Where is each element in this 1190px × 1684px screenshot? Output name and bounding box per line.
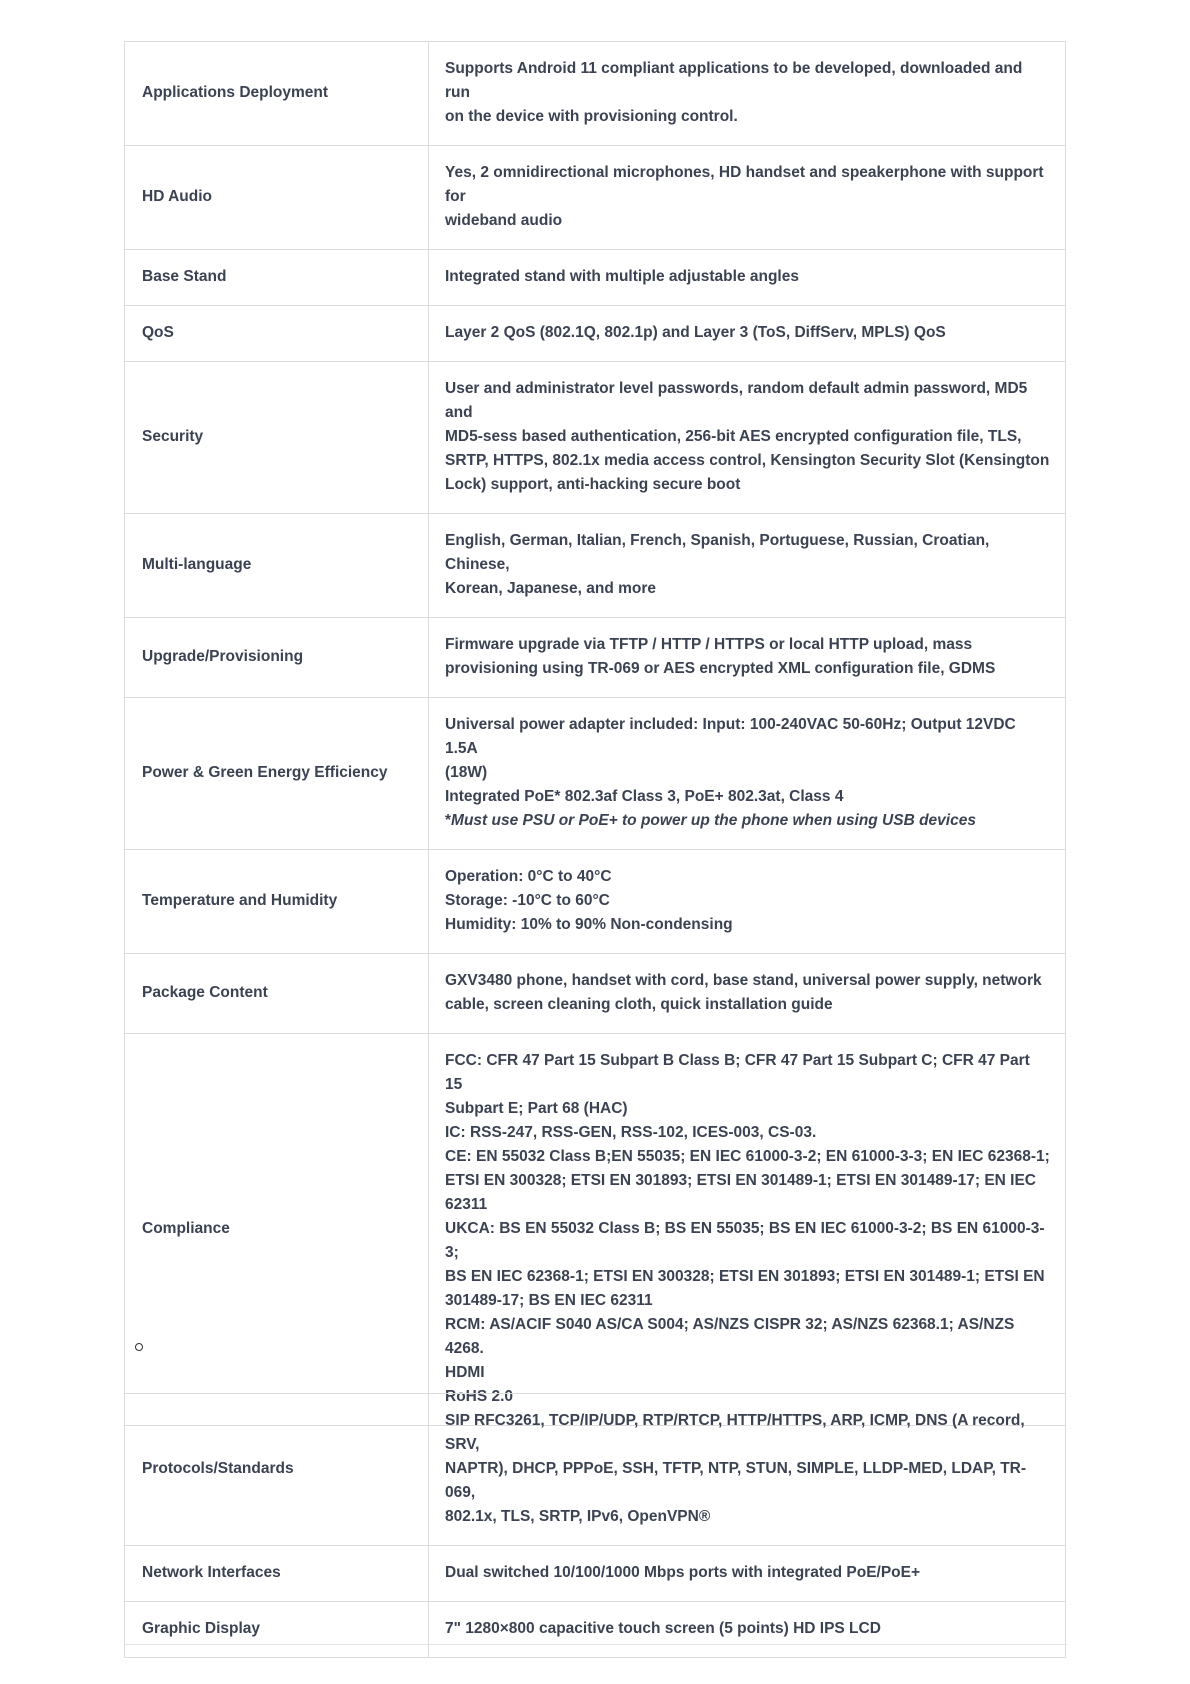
spec-value-line: 62311: [445, 1196, 488, 1213]
spec-row: [125, 146, 1066, 250]
spec-row: [125, 306, 1066, 362]
specs-table-2: [124, 1393, 1066, 1658]
spec-value-line: Integrated PoE* 802.3af Class 3, PoE+ 802.3at, Class 4: [445, 788, 844, 805]
spec-value-line: GXV3480 phone, handset with cord, base stand, universal power supply, network: [445, 972, 1042, 989]
bottom-divider: [124, 1644, 1067, 1645]
specs-table-1-body: [125, 42, 1066, 1426]
specs-table-2-body: [125, 1394, 1066, 1658]
spec-value: [429, 1034, 1066, 1426]
spec-label: Compliance: [125, 1034, 429, 1426]
spec-value-line: NAPTR), DHCP, PPPoE, SSH, TFTP, NTP, STUN, SIMPLE, LLDP-MED, LDAP, TR-069,: [445, 1460, 1027, 1501]
spec-value-line: Integrated stand with multiple adjustable angles: [445, 268, 799, 285]
spec-value-line: ETSI EN 300328; ETSI EN 301893; ETSI EN 301489-1; ETSI EN 301489-17; EN IEC: [445, 1172, 1037, 1189]
spec-value-line: Operation: 0°C to 40°C: [445, 868, 612, 885]
spec-value-line: SRTP, HTTPS, 802.1x media access control, Kensington Security Slot (Kensington: [445, 452, 1050, 469]
spec-value-line: wideband audio: [445, 212, 563, 229]
spec-row: [125, 1034, 1066, 1426]
spec-value-line: IC: RSS-247, RSS-GEN, RSS-102, ICES-003, CS-03.: [445, 1124, 817, 1141]
spec-value: [429, 42, 1066, 146]
spec-value: [429, 618, 1066, 698]
spec-row: [125, 1394, 1066, 1546]
spec-value: [429, 1602, 1066, 1658]
spec-label: Security: [125, 362, 429, 514]
spec-row: [125, 250, 1066, 306]
spec-label: Applications Deployment: [125, 42, 429, 146]
spec-value-line: RCM: AS/ACIF S040 AS/CA S004; AS/NZS CISPR 32; AS/NZS 62368.1; AS/NZS: [445, 1316, 1015, 1333]
spec-value-line: 802.1x, TLS, SRTP, IPv6, OpenVPN®: [445, 1508, 711, 1525]
spec-value-line: 301489-17; BS EN IEC 62311: [445, 1292, 653, 1309]
spec-value-line: Dual switched 10/100/1000 Mbps ports with integrated PoE/PoE+: [445, 1564, 921, 1581]
spec-label: Temperature and Humidity: [125, 850, 429, 954]
spec-row: [125, 514, 1066, 618]
spec-value: [429, 250, 1066, 306]
spec-value: [429, 362, 1066, 514]
spec-row: [125, 42, 1066, 146]
spec-value-line: User and administrator level passwords, random default admin password, MD5 and: [445, 380, 1028, 421]
spec-value-line: English, German, Italian, French, Spanish, Portuguese, Russian, Croatian, Chinese,: [445, 532, 990, 573]
spec-row: [125, 954, 1066, 1034]
spec-value-line: Humidity: 10% to 90% Non-condensing: [445, 916, 733, 933]
spec-label: HD Audio: [125, 146, 429, 250]
spec-value-line: Storage: -10°C to 60°C: [445, 892, 610, 909]
specs-table-1: [124, 41, 1066, 1426]
spec-row: [125, 362, 1066, 514]
spec-label: Upgrade/Provisioning: [125, 618, 429, 698]
spec-value-line: RoHS 2.0: [445, 1388, 514, 1405]
spec-value-line: Firmware upgrade via TFTP / HTTP / HTTPS or local HTTP upload, mass: [445, 636, 973, 653]
spec-value: [429, 1394, 1066, 1546]
spec-label: Base Stand: [125, 250, 429, 306]
spec-value-line: Supports Android 11 compliant applications to be developed, downloaded and run: [445, 60, 1023, 101]
spec-row: [125, 618, 1066, 698]
spec-value: [429, 306, 1066, 362]
spec-value-line: CE: EN 55032 Class B;EN 55035; EN IEC 61000-3-2; EN 61000-3-3; EN IEC 62368-1;: [445, 1148, 1050, 1165]
spec-value-line: Yes, 2 omnidirectional microphones, HD handset and speakerphone with support for: [445, 164, 1044, 205]
spec-value-line: SIP RFC3261, TCP/IP/UDP, RTP/RTCP, HTTP/HTTPS, ARP, ICMP, DNS (A record, SRV,: [445, 1412, 1025, 1453]
spec-value-line: (18W): [445, 764, 488, 781]
spec-value-line: Korean, Japanese, and more: [445, 580, 657, 597]
spec-label: Protocols/Standards: [125, 1394, 429, 1546]
spec-row: [125, 850, 1066, 954]
spec-label: Package Content: [125, 954, 429, 1034]
spec-row: [125, 1546, 1066, 1602]
spec-value-line: Universal power adapter included: Input: 100-240VAC 50-60Hz; Output 12VDC 1.5A: [445, 716, 1016, 757]
spec-value-line: FCC: CFR 47 Part 15 Subpart B Class B; CFR 47 Part 15 Subpart C; CFR 47 Part 15: [445, 1052, 1030, 1093]
spec-label: Power & Green Energy Efficiency: [125, 698, 429, 850]
spec-label: Network Interfaces: [125, 1546, 429, 1602]
spec-note-prefix: *: [445, 812, 452, 829]
spec-value-line: provisioning using TR-069 or AES encrypted XML configuration file, GDMS: [445, 660, 996, 677]
spec-value: [429, 146, 1066, 250]
spec-note: [445, 809, 1051, 833]
spec-value-line: MD5-sess based authentication, 256-bit AES encrypted configuration file, TLS,: [445, 428, 1022, 445]
spec-value: [429, 1546, 1066, 1602]
spec-value-line: Subpart E; Part 68 (HAC): [445, 1100, 628, 1117]
spec-label: QoS: [125, 306, 429, 362]
spec-value-line: Lock) support, anti-hacking secure boot: [445, 476, 741, 493]
spec-value-line: on the device with provisioning control.: [445, 108, 738, 125]
spec-value-line: Layer 2 QoS (802.1Q, 802.1p) and Layer 3 (ToS, DiffServ, MPLS) QoS: [445, 324, 946, 341]
spec-label: Multi-language: [125, 514, 429, 618]
spec-value-line: UKCA: BS EN 55032 Class B; BS EN 55035; BS EN IEC 61000-3-2; BS EN 61000-3-3;: [445, 1220, 1045, 1261]
spec-value-line: 7" 1280×800 capacitive touch screen (5 points) HD IPS LCD: [445, 1620, 881, 1637]
spec-label: Graphic Display: [125, 1602, 429, 1658]
spec-value: [429, 850, 1066, 954]
spec-row: [125, 698, 1066, 850]
spec-value-line: BS EN IEC 62368-1; ETSI EN 300328; ETSI EN 301893; ETSI EN 301489-1; ETSI EN: [445, 1268, 1045, 1285]
spec-value: [429, 514, 1066, 618]
spec-note-text: Must use PSU or PoE+ to power up the phone when using USB devices: [451, 812, 976, 829]
list-bullet: [135, 1343, 143, 1351]
spec-value: [429, 954, 1066, 1034]
spec-value-line: 4268.: [445, 1340, 484, 1357]
spec-row: [125, 1602, 1066, 1658]
spec-value-line: cable, screen cleaning cloth, quick installation guide: [445, 996, 833, 1013]
spec-value-line: HDMI: [445, 1364, 485, 1381]
spec-value: [429, 698, 1066, 850]
